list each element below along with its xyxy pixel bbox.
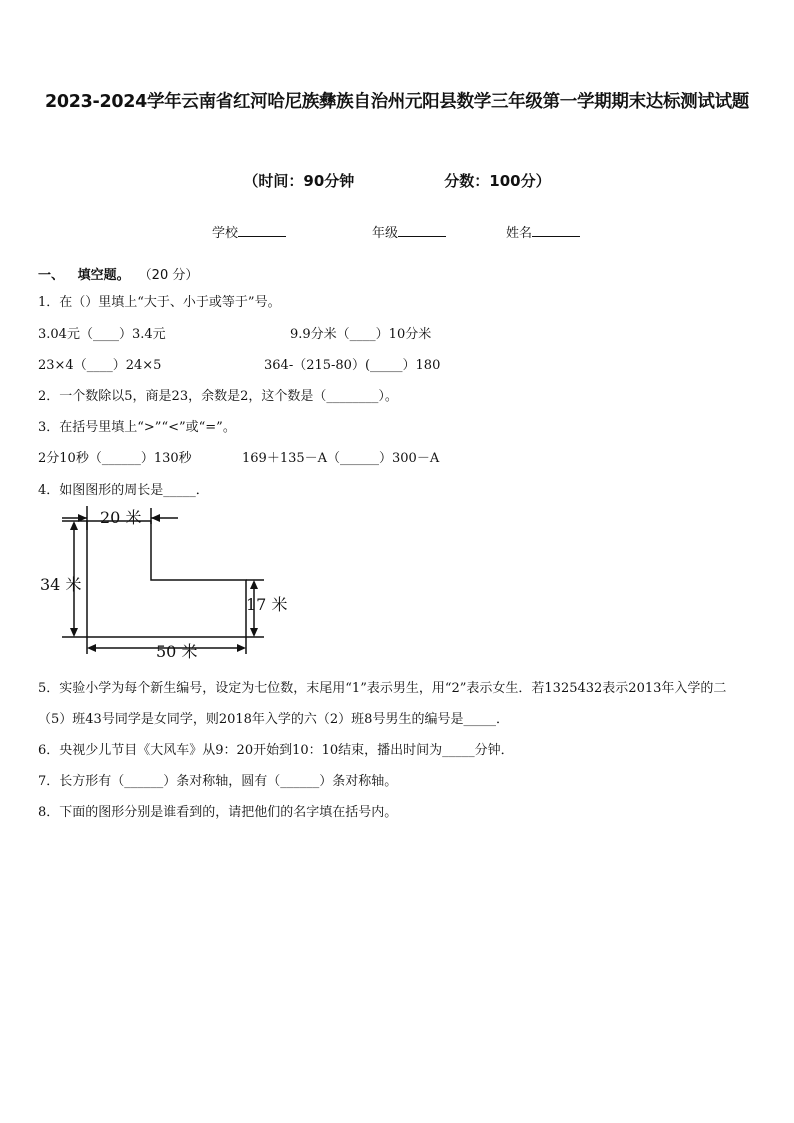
- grade-label: 年级: [372, 226, 399, 241]
- question-5-line2: （5）班43号同学是女同学，则2018年入学的六（2）班8号男生的编号是_____．: [38, 712, 509, 727]
- question-1a: 3.04元（____）3.4元: [38, 327, 166, 342]
- question-1c: 23×4（____）24×5: [38, 358, 162, 373]
- label-right: 17 米: [246, 595, 288, 614]
- label-top: 20 米: [100, 508, 142, 527]
- grade-blank[interactable]: [398, 224, 446, 237]
- exam-meta: [0, 170, 794, 191]
- name-label: 姓名: [506, 226, 533, 241]
- l-shape-outline: [87, 521, 246, 637]
- question-3: 3．在括号里填上“>”“<”或“=”。: [38, 420, 236, 435]
- name-field[interactable]: [506, 222, 580, 241]
- section-title: 填空题。: [77, 268, 130, 283]
- label-left: 34 米: [40, 575, 82, 594]
- question-3b: 169＋135－A（______）300－A: [242, 451, 440, 466]
- question-5-line1: 5．实验小学为每个新生编号，设定为七位数，末尾用“1”表示男生，用“2”表示女生．若1325432表示2013年入学的二: [38, 681, 727, 696]
- section-heading: [38, 264, 198, 283]
- l-shape-figure: [36, 502, 306, 662]
- name-blank[interactable]: [532, 224, 580, 237]
- school-label: 学校: [212, 226, 239, 241]
- score-label: 分数：100分）: [444, 172, 551, 190]
- time-label: （时间：90分钟: [243, 172, 355, 190]
- question-4: 4．如图图形的周长是_____．: [38, 483, 209, 498]
- label-bottom: 50 米: [156, 642, 198, 661]
- question-8: 8．下面的图形分别是谁看到的，请把他们的名字填在括号内。: [38, 805, 398, 820]
- question-7: 7．长方形有（______）条对称轴，圆有（______）条对称轴。: [38, 774, 398, 789]
- question-2: 2．一个数除以5，商是23，余数是2，这个数是（________）。: [38, 389, 398, 404]
- section-number: 一、: [38, 268, 65, 283]
- page-title: 2023-2024学年云南省红河哈尼族彝族自治州元阳县数学三年级第一学期期末达标测试试题: [45, 92, 749, 112]
- school-field[interactable]: [212, 222, 286, 241]
- grade-field[interactable]: [372, 222, 446, 241]
- question-6: 6．央视少儿节目《大风车》从9：20开始到10：10结束，播出时间为_____分钟．: [38, 743, 514, 758]
- question-1d: 364-（215-80）(_____）180: [264, 358, 441, 373]
- question-1b: 9.9分米（____）10分米: [290, 327, 432, 342]
- school-blank[interactable]: [238, 224, 286, 237]
- section-score: （20 分）: [138, 268, 199, 283]
- question-1: 1．在（）里填上“大于、小于或等于”号。: [38, 295, 281, 310]
- question-3a: 2分10秒（______）130秒: [38, 451, 192, 466]
